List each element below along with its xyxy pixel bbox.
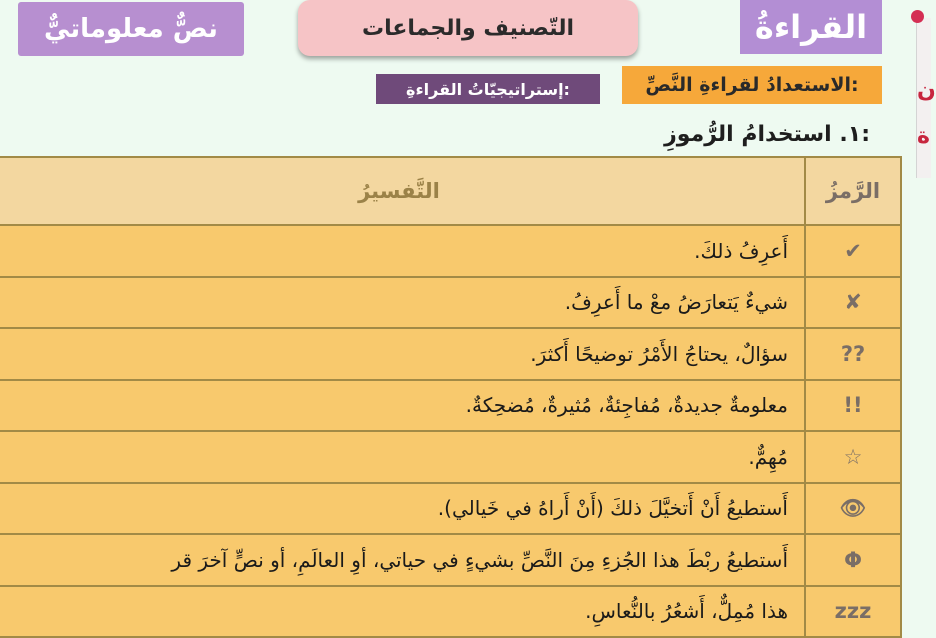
- table-row: [0, 534, 901, 586]
- pin-icon: [911, 10, 924, 23]
- side-panel-char: ة: [917, 124, 930, 149]
- table-row: [0, 277, 901, 329]
- table-header-row: [0, 157, 901, 225]
- table-row: [0, 483, 901, 535]
- explanation-cell: مُهِمٌّ.: [0, 431, 805, 483]
- explanation-cell: شيءٌ يَتعارَضُ معْ ما أَعرِفُ.: [0, 277, 805, 329]
- table-row: [0, 225, 901, 277]
- side-panel-char: ن: [917, 78, 936, 103]
- table-row: [0, 380, 901, 432]
- check-icon: ✔: [805, 225, 901, 277]
- cross-icon: ✘: [805, 277, 901, 329]
- star-icon: ☆: [805, 431, 901, 483]
- symbols-table: [0, 156, 902, 638]
- explanation-cell: هذا مُمِلٌّ، أَشعُرُ بالنُّعاسِ.: [0, 586, 805, 638]
- question-icon: ??: [805, 328, 901, 380]
- preparation-tag: الاستعدادُ لقراءةِ النَّصِّ:: [622, 66, 882, 104]
- sleep-icon: zzz: [805, 586, 901, 638]
- explanation-cell: أَستطيعُ ربْطَ هذا الجُزءِ مِنَ النَّصِّ بشيءٍ في حياتي، أوِ العالَمِ، أو نصٍّ آخرَ قر: [0, 534, 805, 586]
- explanation-cell: سؤالٌ، يحتاجُ الأَمْرُ توضيحًا أَكثرَ.: [0, 328, 805, 380]
- table-row: [0, 586, 901, 638]
- explanation-cell: أَعرِفُ ذلكَ.: [0, 225, 805, 277]
- link-icon: Φ: [805, 534, 901, 586]
- explanation-cell: معلومةٌ جديدةٌ، مُفاجِئةٌ، مُثيرةٌ، مُضحِكةٌ.: [0, 380, 805, 432]
- table-row: [0, 431, 901, 483]
- lesson-title-tag: التّصنيف والجماعات: [298, 0, 638, 56]
- informational-text-tag: نصٌّ معلوماتيٌّ: [18, 2, 244, 56]
- eye-icon: 👁: [805, 483, 901, 535]
- reading-tag: القراءةُ: [740, 0, 882, 54]
- table-row: [0, 328, 901, 380]
- strategies-tag: إستراتيجيّاتُ القراءةِ:: [376, 74, 600, 104]
- explanation-cell: أَستطيعُ أَنْ أَتخيَّلَ ذلكَ (أَنْ أَراهُ في خَيالي).: [0, 483, 805, 535]
- exclamation-icon: !!: [805, 380, 901, 432]
- section-heading: ١. استخدامُ الرُّموزِ:: [664, 122, 870, 147]
- explanation-header: التَّفسيرُ: [0, 157, 805, 225]
- symbol-header: الرَّمزُ: [805, 157, 901, 225]
